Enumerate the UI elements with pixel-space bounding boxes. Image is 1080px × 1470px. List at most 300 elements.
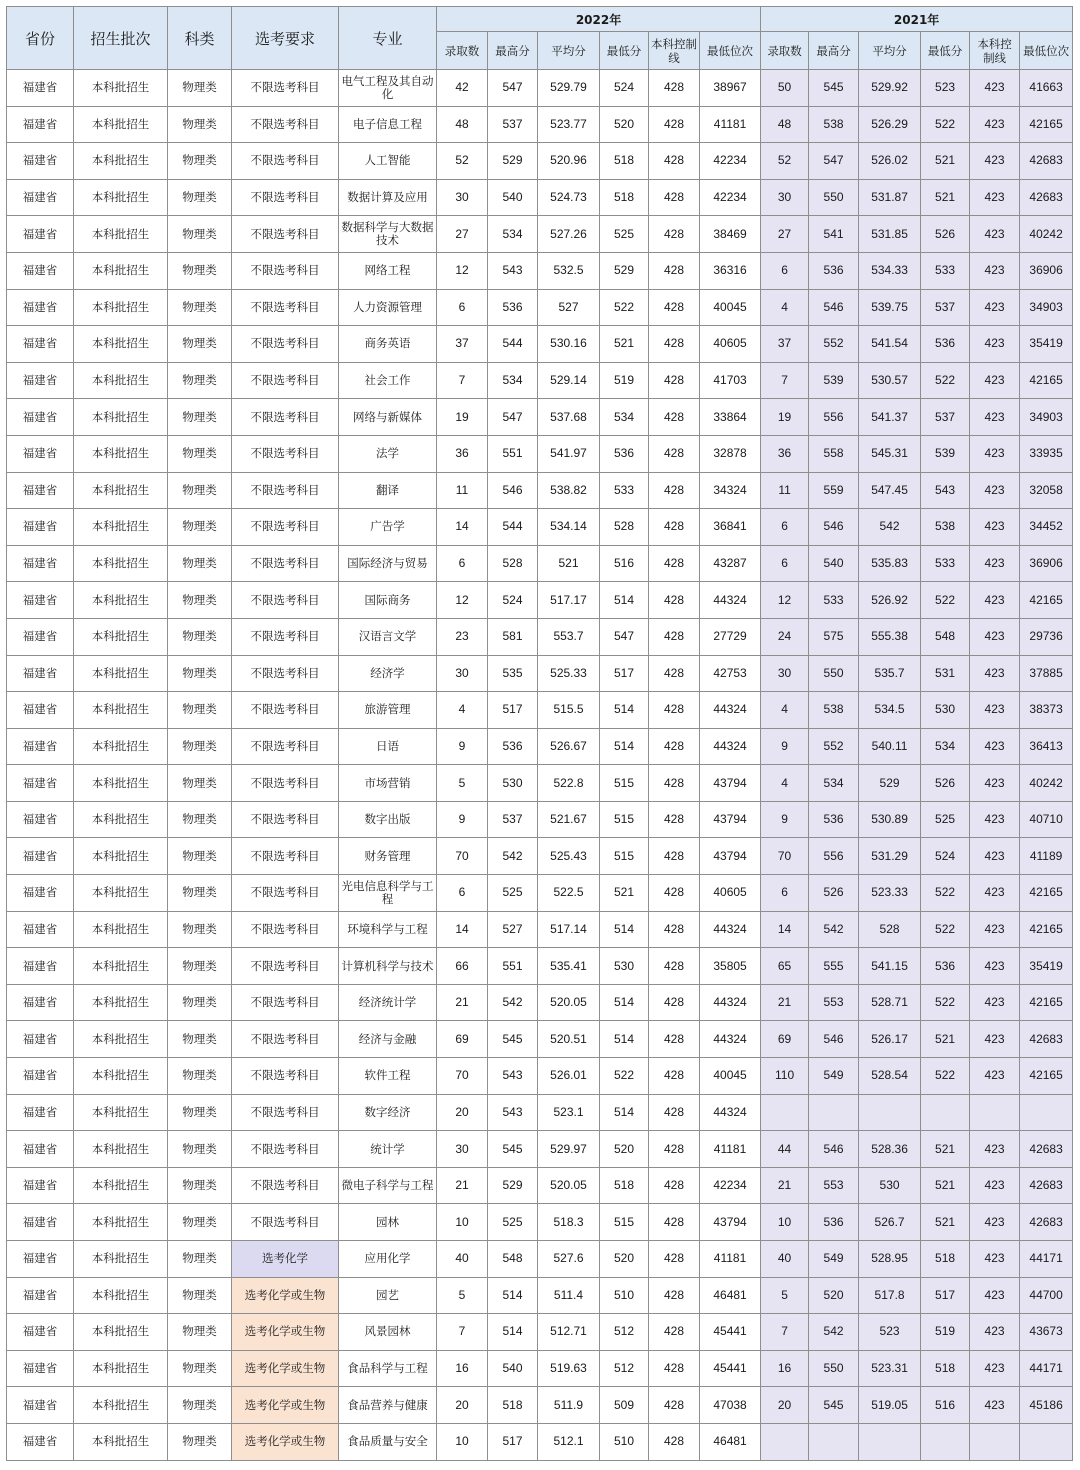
- cell-2021-0: 12: [761, 582, 809, 619]
- cell-province: 福建省: [7, 1131, 74, 1168]
- cell-major: 商务英语: [339, 326, 437, 363]
- cell-2022-5: 46481: [700, 1277, 761, 1314]
- cell-2022-0: 9: [437, 801, 488, 838]
- cell-2022-1: 545: [488, 1021, 538, 1058]
- cell-2022-1: 551: [488, 948, 538, 985]
- cell-major: 微电子科学与工程: [339, 1167, 437, 1204]
- cell-2022-0: 14: [437, 911, 488, 948]
- cell-2022-3: 522: [600, 289, 649, 326]
- cell-2022-0: 23: [437, 618, 488, 655]
- cell-requirement: 不限选考科目: [232, 545, 339, 582]
- table-row: [7, 326, 1073, 363]
- cell-major: 园艺: [339, 1277, 437, 1314]
- cell-2022-5: 43794: [700, 765, 761, 802]
- col-header-subject-type: 科类: [168, 7, 232, 70]
- cell-province: 福建省: [7, 618, 74, 655]
- cell-2022-3: 530: [600, 948, 649, 985]
- cell-province: 福建省: [7, 1387, 74, 1424]
- cell-province: 福建省: [7, 875, 74, 912]
- cell-requirement: 不限选考科目: [232, 838, 339, 875]
- cell-2022-0: 30: [437, 655, 488, 692]
- cell-2022-1: 540: [488, 1350, 538, 1387]
- cell-2022-0: 12: [437, 252, 488, 289]
- cell-requirement: 不限选考科目: [232, 216, 339, 253]
- col-header-2021-5: 最低位次: [1020, 32, 1073, 70]
- cell-2021-2: 528.54: [859, 1058, 921, 1095]
- cell-batch: 本科批招生: [74, 838, 168, 875]
- cell-2021-4: 423: [970, 289, 1020, 326]
- cell-major: 人力资源管理: [339, 289, 437, 326]
- cell-2021-2: 530: [859, 1167, 921, 1204]
- cell-subject-type: 物理类: [168, 875, 232, 912]
- cell-subject-type: 物理类: [168, 1241, 232, 1278]
- cell-batch: 本科批招生: [74, 362, 168, 399]
- table-row: [7, 289, 1073, 326]
- cell-2022-3: 514: [600, 582, 649, 619]
- cell-2022-3: 514: [600, 728, 649, 765]
- cell-province: 福建省: [7, 1094, 74, 1131]
- cell-2022-3: 520: [600, 1131, 649, 1168]
- cell-2021-4: 423: [970, 911, 1020, 948]
- cell-2021-0: 14: [761, 911, 809, 948]
- cell-2021-4: 423: [970, 655, 1020, 692]
- cell-2021-5: 36906: [1020, 252, 1073, 289]
- cell-2021-5: 36413: [1020, 728, 1073, 765]
- col-header-2022-4: 本科控制线: [649, 32, 700, 70]
- cell-requirement: 不限选考科目: [232, 582, 339, 619]
- cell-2021-1: 520: [809, 1277, 859, 1314]
- cell-province: 福建省: [7, 106, 74, 143]
- cell-province: 福建省: [7, 143, 74, 180]
- cell-2021-4: 423: [970, 216, 1020, 253]
- cell-2022-5: 43794: [700, 801, 761, 838]
- cell-2021-0: 7: [761, 362, 809, 399]
- cell-2022-4: 428: [649, 911, 700, 948]
- cell-2022-4: 428: [649, 1314, 700, 1351]
- cell-2021-4: 423: [970, 1058, 1020, 1095]
- cell-2022-3: 536: [600, 435, 649, 472]
- cell-2022-2: 526.01: [538, 1058, 600, 1095]
- cell-requirement: 不限选考科目: [232, 655, 339, 692]
- cell-2021-1: 550: [809, 179, 859, 216]
- cell-province: 福建省: [7, 509, 74, 546]
- cell-subject-type: 物理类: [168, 143, 232, 180]
- cell-2021-1: 559: [809, 472, 859, 509]
- cell-2022-0: 10: [437, 1423, 488, 1460]
- cell-requirement: 不限选考科目: [232, 70, 339, 107]
- cell-2021-3: 521: [921, 1021, 970, 1058]
- cell-subject-type: 物理类: [168, 252, 232, 289]
- cell-2022-1: 546: [488, 472, 538, 509]
- cell-province: 福建省: [7, 70, 74, 107]
- cell-requirement: 不限选考科目: [232, 252, 339, 289]
- cell-2022-3: 514: [600, 911, 649, 948]
- cell-2021-2: 529.92: [859, 70, 921, 107]
- col-header-2021-0: 录取数: [761, 32, 809, 70]
- cell-2022-3: 514: [600, 984, 649, 1021]
- cell-2021-2: [859, 1423, 921, 1460]
- table-row: [7, 545, 1073, 582]
- cell-2022-4: 428: [649, 984, 700, 1021]
- cell-2022-0: 19: [437, 399, 488, 436]
- table-row: [7, 1423, 1073, 1460]
- cell-major: 电子信息工程: [339, 106, 437, 143]
- cell-subject-type: 物理类: [168, 1204, 232, 1241]
- cell-2021-1: 536: [809, 801, 859, 838]
- cell-province: 福建省: [7, 216, 74, 253]
- cell-2021-4: 423: [970, 1167, 1020, 1204]
- cell-2021-1: 549: [809, 1241, 859, 1278]
- cell-major: 人工智能: [339, 143, 437, 180]
- cell-major: 环境科学与工程: [339, 911, 437, 948]
- cell-batch: 本科批招生: [74, 875, 168, 912]
- cell-2022-1: 530: [488, 765, 538, 802]
- cell-requirement: 不限选考科目: [232, 106, 339, 143]
- cell-2021-0: 19: [761, 399, 809, 436]
- cell-2021-3: 522: [921, 1058, 970, 1095]
- cell-2021-1: 526: [809, 875, 859, 912]
- cell-subject-type: 物理类: [168, 545, 232, 582]
- cell-2022-4: 428: [649, 1277, 700, 1314]
- table-row: [7, 801, 1073, 838]
- cell-2021-3: 521: [921, 1204, 970, 1241]
- cell-province: 福建省: [7, 728, 74, 765]
- table-row: [7, 1277, 1073, 1314]
- cell-2021-4: 423: [970, 70, 1020, 107]
- table-row: [7, 1058, 1073, 1095]
- cell-batch: 本科批招生: [74, 618, 168, 655]
- cell-2022-5: 40045: [700, 1058, 761, 1095]
- cell-requirement: 不限选考科目: [232, 179, 339, 216]
- cell-2022-0: 6: [437, 545, 488, 582]
- cell-2021-4: 423: [970, 1314, 1020, 1351]
- cell-2022-3: 518: [600, 1167, 649, 1204]
- cell-2022-2: 519.63: [538, 1350, 600, 1387]
- cell-2021-0: 40: [761, 1241, 809, 1278]
- cell-2022-1: 547: [488, 70, 538, 107]
- cell-2022-3: 529: [600, 252, 649, 289]
- cell-batch: 本科批招生: [74, 1277, 168, 1314]
- cell-2021-2: 528.71: [859, 984, 921, 1021]
- cell-2021-1: 533: [809, 582, 859, 619]
- cell-subject-type: 物理类: [168, 1277, 232, 1314]
- cell-2021-4: 423: [970, 399, 1020, 436]
- cell-2021-3: 522: [921, 984, 970, 1021]
- cell-2022-3: 515: [600, 1204, 649, 1241]
- cell-subject-type: 物理类: [168, 179, 232, 216]
- cell-2021-5: 40710: [1020, 801, 1073, 838]
- cell-2022-2: 527.6: [538, 1241, 600, 1278]
- cell-2022-0: 69: [437, 1021, 488, 1058]
- table-row: [7, 106, 1073, 143]
- cell-2021-1: 546: [809, 289, 859, 326]
- cell-2021-3: 518: [921, 1350, 970, 1387]
- cell-2021-0: 6: [761, 509, 809, 546]
- cell-2021-1: 542: [809, 1314, 859, 1351]
- cell-2022-4: 428: [649, 1131, 700, 1168]
- cell-2021-5: 44700: [1020, 1277, 1073, 1314]
- cell-2021-0: 20: [761, 1387, 809, 1424]
- cell-province: 福建省: [7, 1314, 74, 1351]
- cell-2021-2: 531.87: [859, 179, 921, 216]
- cell-2021-0: 7: [761, 1314, 809, 1351]
- cell-2022-1: 529: [488, 143, 538, 180]
- cell-2022-0: 12: [437, 582, 488, 619]
- cell-2021-4: 423: [970, 765, 1020, 802]
- cell-2022-2: 520.05: [538, 984, 600, 1021]
- cell-2022-5: 44324: [700, 582, 761, 619]
- cell-subject-type: 物理类: [168, 106, 232, 143]
- cell-batch: 本科批招生: [74, 984, 168, 1021]
- cell-2022-1: 537: [488, 801, 538, 838]
- cell-2021-2: 519.05: [859, 1387, 921, 1424]
- cell-2022-0: 9: [437, 728, 488, 765]
- cell-subject-type: 物理类: [168, 801, 232, 838]
- cell-2021-5: 35419: [1020, 948, 1073, 985]
- cell-2021-0: 30: [761, 655, 809, 692]
- cell-2021-4: 423: [970, 728, 1020, 765]
- admission-scores-table: [6, 6, 1073, 1461]
- col-header-batch: 招生批次: [74, 7, 168, 70]
- cell-2022-3: 533: [600, 472, 649, 509]
- cell-2022-3: 518: [600, 143, 649, 180]
- cell-2022-3: 522: [600, 1058, 649, 1095]
- cell-province: 福建省: [7, 362, 74, 399]
- cell-province: 福建省: [7, 765, 74, 802]
- cell-2021-4: 423: [970, 435, 1020, 472]
- cell-major: 旅游管理: [339, 692, 437, 729]
- cell-2021-3: 539: [921, 435, 970, 472]
- cell-batch: 本科批招生: [74, 948, 168, 985]
- table-row: [7, 911, 1073, 948]
- col-header-2022-2: 平均分: [538, 32, 600, 70]
- cell-2021-3: 543: [921, 472, 970, 509]
- cell-2021-3: 521: [921, 179, 970, 216]
- cell-2021-2: 526.17: [859, 1021, 921, 1058]
- cell-2022-5: 32878: [700, 435, 761, 472]
- cell-2021-2: 530.89: [859, 801, 921, 838]
- cell-2022-5: 41181: [700, 1131, 761, 1168]
- cell-2021-2: 539.75: [859, 289, 921, 326]
- cell-2022-0: 14: [437, 509, 488, 546]
- cell-batch: 本科批招生: [74, 289, 168, 326]
- cell-2021-3: 522: [921, 582, 970, 619]
- cell-requirement: 不限选考科目: [232, 692, 339, 729]
- cell-subject-type: 物理类: [168, 948, 232, 985]
- cell-2021-3: 533: [921, 545, 970, 582]
- cell-2021-4: 423: [970, 1021, 1020, 1058]
- cell-2022-4: 428: [649, 362, 700, 399]
- cell-2021-3: 522: [921, 875, 970, 912]
- cell-2021-5: 29736: [1020, 618, 1073, 655]
- cell-2022-0: 70: [437, 838, 488, 875]
- cell-2021-5: 44171: [1020, 1350, 1073, 1387]
- cell-2021-0: 4: [761, 765, 809, 802]
- cell-2021-3: 523: [921, 70, 970, 107]
- cell-subject-type: 物理类: [168, 70, 232, 107]
- table-row: [7, 1021, 1073, 1058]
- cell-2021-2: 528.95: [859, 1241, 921, 1278]
- cell-batch: 本科批招生: [74, 582, 168, 619]
- cell-major: 园林: [339, 1204, 437, 1241]
- cell-2022-5: 40605: [700, 326, 761, 363]
- cell-2022-4: 428: [649, 875, 700, 912]
- cell-2021-1: 552: [809, 728, 859, 765]
- cell-2022-2: 527: [538, 289, 600, 326]
- cell-batch: 本科批招生: [74, 1094, 168, 1131]
- col-header-2021-3: 最低分: [921, 32, 970, 70]
- cell-subject-type: 物理类: [168, 435, 232, 472]
- cell-batch: 本科批招生: [74, 1021, 168, 1058]
- cell-2022-1: 542: [488, 838, 538, 875]
- table-row: [7, 984, 1073, 1021]
- cell-subject-type: 物理类: [168, 1167, 232, 1204]
- cell-2021-5: 38373: [1020, 692, 1073, 729]
- cell-province: 福建省: [7, 692, 74, 729]
- cell-2022-0: 21: [437, 984, 488, 1021]
- cell-2022-1: 514: [488, 1314, 538, 1351]
- cell-2022-2: 537.68: [538, 399, 600, 436]
- cell-2022-3: 521: [600, 326, 649, 363]
- cell-2022-1: 535: [488, 655, 538, 692]
- cell-2021-3: 524: [921, 838, 970, 875]
- cell-2022-3: 528: [600, 509, 649, 546]
- cell-2021-3: 537: [921, 399, 970, 436]
- cell-2021-2: 523.31: [859, 1350, 921, 1387]
- cell-province: 福建省: [7, 838, 74, 875]
- cell-requirement: 不限选考科目: [232, 472, 339, 509]
- cell-2021-1: 546: [809, 509, 859, 546]
- cell-subject-type: 物理类: [168, 692, 232, 729]
- cell-major: 数据计算及应用: [339, 179, 437, 216]
- cell-2022-5: 44324: [700, 911, 761, 948]
- cell-province: 福建省: [7, 1350, 74, 1387]
- cell-2021-0: 9: [761, 728, 809, 765]
- cell-2022-4: 428: [649, 216, 700, 253]
- cell-2022-2: 525.43: [538, 838, 600, 875]
- cell-requirement: 不限选考科目: [232, 509, 339, 546]
- cell-subject-type: 物理类: [168, 618, 232, 655]
- cell-batch: 本科批招生: [74, 765, 168, 802]
- cell-2022-5: 44324: [700, 1094, 761, 1131]
- cell-2021-1: 558: [809, 435, 859, 472]
- cell-major: 社会工作: [339, 362, 437, 399]
- cell-2021-0: 70: [761, 838, 809, 875]
- cell-requirement: 不限选考科目: [232, 399, 339, 436]
- cell-subject-type: 物理类: [168, 728, 232, 765]
- cell-2022-2: 522.8: [538, 765, 600, 802]
- cell-2022-4: 428: [649, 143, 700, 180]
- cell-subject-type: 物理类: [168, 1058, 232, 1095]
- cell-2022-1: 542: [488, 984, 538, 1021]
- cell-subject-type: 物理类: [168, 399, 232, 436]
- cell-2021-5: 34452: [1020, 509, 1073, 546]
- cell-batch: 本科批招生: [74, 106, 168, 143]
- cell-2022-3: 516: [600, 545, 649, 582]
- cell-2021-0: 4: [761, 692, 809, 729]
- cell-2021-2: 534.5: [859, 692, 921, 729]
- cell-2021-5: 42683: [1020, 1204, 1073, 1241]
- cell-province: 福建省: [7, 1058, 74, 1095]
- cell-2021-0: 52: [761, 143, 809, 180]
- cell-2021-5: 41663: [1020, 70, 1073, 107]
- cell-major: 数字出版: [339, 801, 437, 838]
- cell-2022-1: 518: [488, 1387, 538, 1424]
- cell-2021-4: 423: [970, 1131, 1020, 1168]
- cell-2022-2: 529.79: [538, 70, 600, 107]
- cell-2022-4: 428: [649, 618, 700, 655]
- cell-2022-1: 551: [488, 435, 538, 472]
- cell-2021-0: 110: [761, 1058, 809, 1095]
- cell-2022-1: 527: [488, 911, 538, 948]
- cell-2022-5: 42234: [700, 1167, 761, 1204]
- cell-2021-2: 517.8: [859, 1277, 921, 1314]
- cell-2021-2: 529: [859, 765, 921, 802]
- cell-2021-2: 542: [859, 509, 921, 546]
- cell-2021-2: [859, 1094, 921, 1131]
- cell-subject-type: 物理类: [168, 911, 232, 948]
- cell-2022-2: 525.33: [538, 655, 600, 692]
- cell-batch: 本科批招生: [74, 1314, 168, 1351]
- cell-2022-5: 44324: [700, 728, 761, 765]
- cell-2021-5: 44171: [1020, 1241, 1073, 1278]
- cell-2021-1: [809, 1423, 859, 1460]
- cell-2021-3: 522: [921, 362, 970, 399]
- cell-2022-2: 520.96: [538, 143, 600, 180]
- cell-2022-0: 42: [437, 70, 488, 107]
- cell-2022-3: 515: [600, 838, 649, 875]
- cell-2021-4: 423: [970, 692, 1020, 729]
- cell-requirement: 不限选考科目: [232, 728, 339, 765]
- cell-2021-3: 536: [921, 948, 970, 985]
- cell-2021-1: 547: [809, 143, 859, 180]
- cell-requirement: 不限选考科目: [232, 1204, 339, 1241]
- cell-batch: 本科批招生: [74, 911, 168, 948]
- cell-major: 数据科学与大数据技术: [339, 216, 437, 253]
- cell-2022-3: 524: [600, 70, 649, 107]
- cell-2022-0: 36: [437, 435, 488, 472]
- col-header-requirement: 选考要求: [232, 7, 339, 70]
- cell-province: 福建省: [7, 655, 74, 692]
- cell-2022-5: 42234: [700, 143, 761, 180]
- cell-major: 国际商务: [339, 582, 437, 619]
- cell-2022-2: 523.1: [538, 1094, 600, 1131]
- table-row: [7, 143, 1073, 180]
- table-row: [7, 692, 1073, 729]
- cell-requirement: 不限选考科目: [232, 326, 339, 363]
- cell-2022-4: 428: [649, 70, 700, 107]
- table-row: [7, 252, 1073, 289]
- cell-2021-4: 423: [970, 252, 1020, 289]
- cell-2021-1: 550: [809, 1350, 859, 1387]
- cell-2022-1: 536: [488, 289, 538, 326]
- cell-2021-3: 526: [921, 765, 970, 802]
- cell-2022-2: 511.4: [538, 1277, 600, 1314]
- cell-2021-0: 10: [761, 1204, 809, 1241]
- cell-2022-0: 20: [437, 1094, 488, 1131]
- cell-2022-3: 512: [600, 1350, 649, 1387]
- cell-2022-3: 509: [600, 1387, 649, 1424]
- cell-2021-4: 423: [970, 143, 1020, 180]
- cell-major: 汉语言文学: [339, 618, 437, 655]
- cell-2021-0: [761, 1094, 809, 1131]
- cell-2022-1: 540: [488, 179, 538, 216]
- cell-requirement: 不限选考科目: [232, 289, 339, 326]
- cell-2022-4: 428: [649, 801, 700, 838]
- table-row: [7, 655, 1073, 692]
- table-row: [7, 728, 1073, 765]
- cell-2021-2: 531.29: [859, 838, 921, 875]
